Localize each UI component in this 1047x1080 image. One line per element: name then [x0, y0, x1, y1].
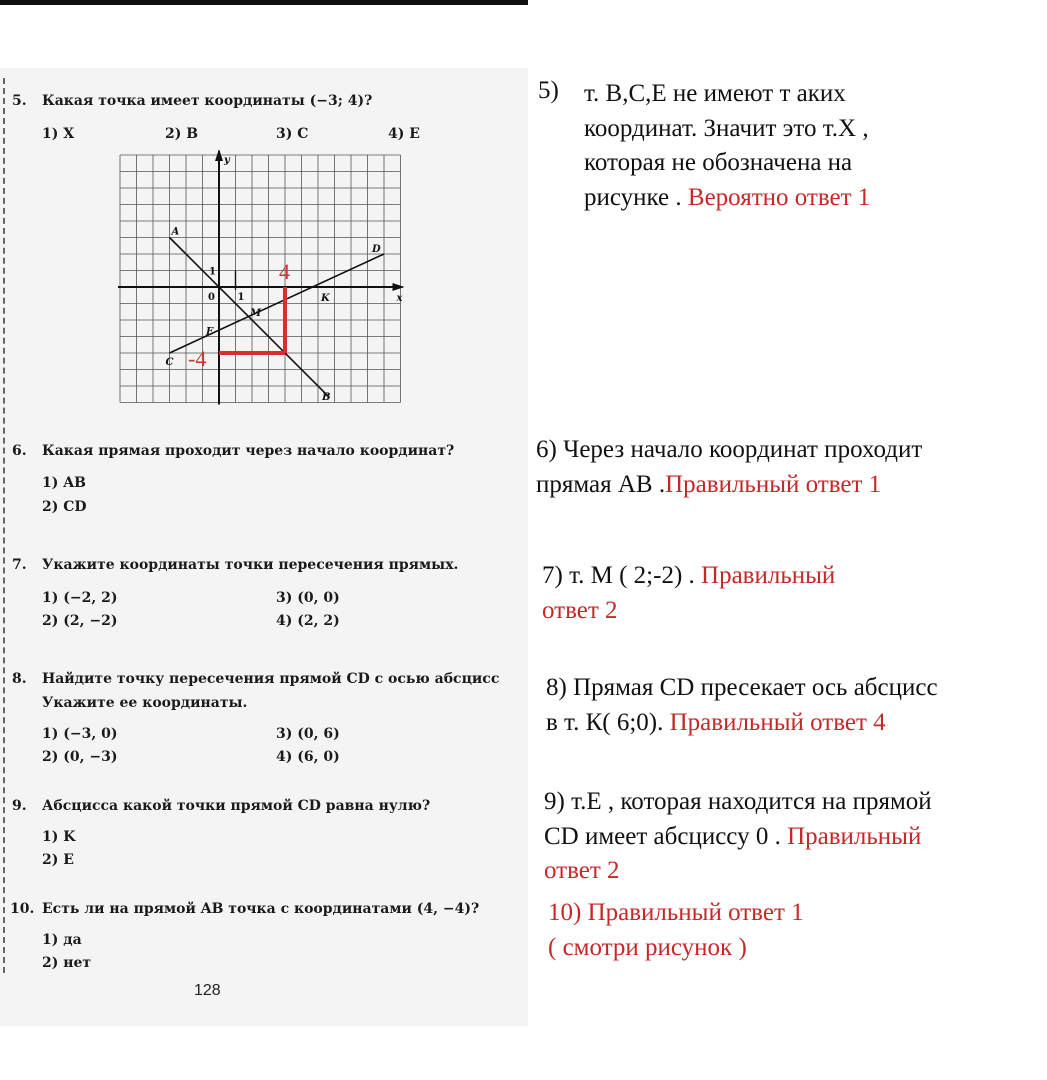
option: 2) CD	[42, 499, 87, 515]
question-number: 10.	[10, 901, 35, 917]
x-axis-arrow	[393, 283, 405, 291]
point-label-d: D	[372, 244, 381, 255]
question-number: 6.	[12, 443, 27, 459]
answer-10-line2: ( смотри рисунок )	[548, 933, 747, 961]
option: 1) K	[42, 829, 76, 845]
answer-7-line1	[542, 559, 835, 594]
question-text: Найдите точку пересечения прямой CD с осью абсцисс	[42, 671, 500, 687]
answer-9-line1: 9) т.E , которая находится на прямой	[544, 788, 932, 815]
answer-5-line2: координат. Значит это т.X ,	[584, 114, 869, 142]
answer-5-line3: которая не обозначена на	[584, 149, 853, 176]
question-text: Какая прямая проходит через начало координат?	[42, 443, 455, 459]
coordinate-grid-figure	[110, 145, 410, 405]
option: 4) (2, 2)	[276, 613, 340, 629]
answer-5-line4-text: рисунке .	[584, 183, 682, 211]
red-annotation	[188, 259, 290, 371]
axes	[118, 149, 405, 405]
unit-y-label: 1	[209, 266, 216, 278]
axis-y-label: y	[224, 155, 230, 166]
answer-6-line2	[536, 468, 922, 503]
option: 2) E	[42, 852, 74, 868]
point-label-a: A	[171, 226, 180, 238]
option: 1) (−2, 2)	[42, 590, 118, 606]
answer-5-line1: т. B,C,E не имеют т аких	[584, 80, 846, 107]
answer-9-line2-text: CD имеет абсциссу 0 .	[544, 822, 781, 850]
option: 2) B	[165, 126, 199, 142]
answer-8-line2	[546, 706, 938, 741]
option: 4) (6, 0)	[276, 749, 340, 765]
question-text: Укажите координаты точки пересечения прямых.	[42, 557, 459, 573]
answer-8-verdict: Правильный ответ 4	[669, 708, 886, 736]
answer-7-verdict: Правильный	[701, 562, 836, 589]
answer-5-verdict: Вероятно ответ 1	[687, 183, 871, 211]
unit-x-label: 1	[237, 292, 245, 303]
question-number: 5.	[12, 93, 27, 109]
question-text: Какая точка имеет координаты (−3; 4)?	[42, 93, 373, 109]
answer-7	[542, 559, 835, 628]
option: 2) (2, −2)	[42, 613, 118, 629]
option: 1) да	[42, 932, 82, 948]
answer-5	[584, 77, 870, 215]
option: 4) E	[388, 126, 420, 142]
answer-9	[544, 785, 932, 889]
figure-lines	[170, 238, 385, 398]
question-number: 8.	[12, 671, 27, 687]
question-text: Абсцисса какой точки прямой CD равна нулю?	[42, 798, 431, 814]
answer-10	[548, 896, 804, 965]
answer-6-verdict: Правильный ответ 1	[665, 470, 882, 498]
point-label-c: C	[165, 357, 174, 368]
option: 1) (−3, 0)	[42, 726, 118, 742]
question-number: 7.	[12, 557, 27, 573]
answer-8-line1: 8) Прямая CD пресекает ось абсцисс	[546, 674, 938, 701]
point-label-m: M	[250, 308, 262, 319]
answer-8	[546, 671, 938, 740]
answer-6-line2-text: прямая AB .	[536, 470, 666, 498]
answer-6-line1: 6) Через начало координат проходит	[536, 436, 923, 463]
page-number: 128	[194, 982, 221, 999]
answer-5-line4	[584, 181, 870, 216]
annotation-y-label: -4	[188, 346, 207, 371]
point-label-k: K	[321, 293, 330, 304]
origin-label: 0	[208, 292, 215, 303]
question-number: 9.	[12, 798, 27, 814]
answer-8-line2-text: в т. К( 6;0).	[546, 708, 664, 736]
option: 2) нет	[42, 955, 92, 971]
option: 2) (0, −3)	[42, 749, 118, 765]
answer-5-number: 5)	[538, 77, 559, 104]
option: 3) C	[276, 126, 309, 142]
grid-lines	[120, 155, 401, 403]
top-border-bar	[0, 0, 528, 5]
option: 3) (0, 0)	[276, 590, 340, 606]
question-text-line2: Укажите ее координаты.	[42, 695, 248, 711]
answer-9-verdict: Правильный	[787, 822, 922, 850]
axis-x-label: x	[396, 293, 403, 304]
answer-7-line1-text: 7) т. M ( 2;-2) .	[542, 562, 695, 589]
option: 1) X	[42, 126, 75, 142]
annotation-x-label: 4	[279, 259, 290, 284]
point-label-b: B	[322, 392, 331, 403]
answer-9-line3: ответ 2	[544, 857, 620, 884]
option: 1) AB	[42, 475, 86, 491]
point-label-e: E	[206, 326, 214, 338]
page-cut-line	[3, 78, 5, 973]
answer-6	[536, 433, 922, 502]
question-text: Есть ли на прямой AB точка с координатами (4, −4)?	[42, 901, 480, 917]
answer-10-line1: 10) Правильный ответ 1	[548, 899, 804, 926]
option: 3) (0, 6)	[276, 726, 340, 742]
answer-7-line2: ответ 2	[542, 596, 618, 624]
answer-9-line2	[544, 820, 932, 855]
